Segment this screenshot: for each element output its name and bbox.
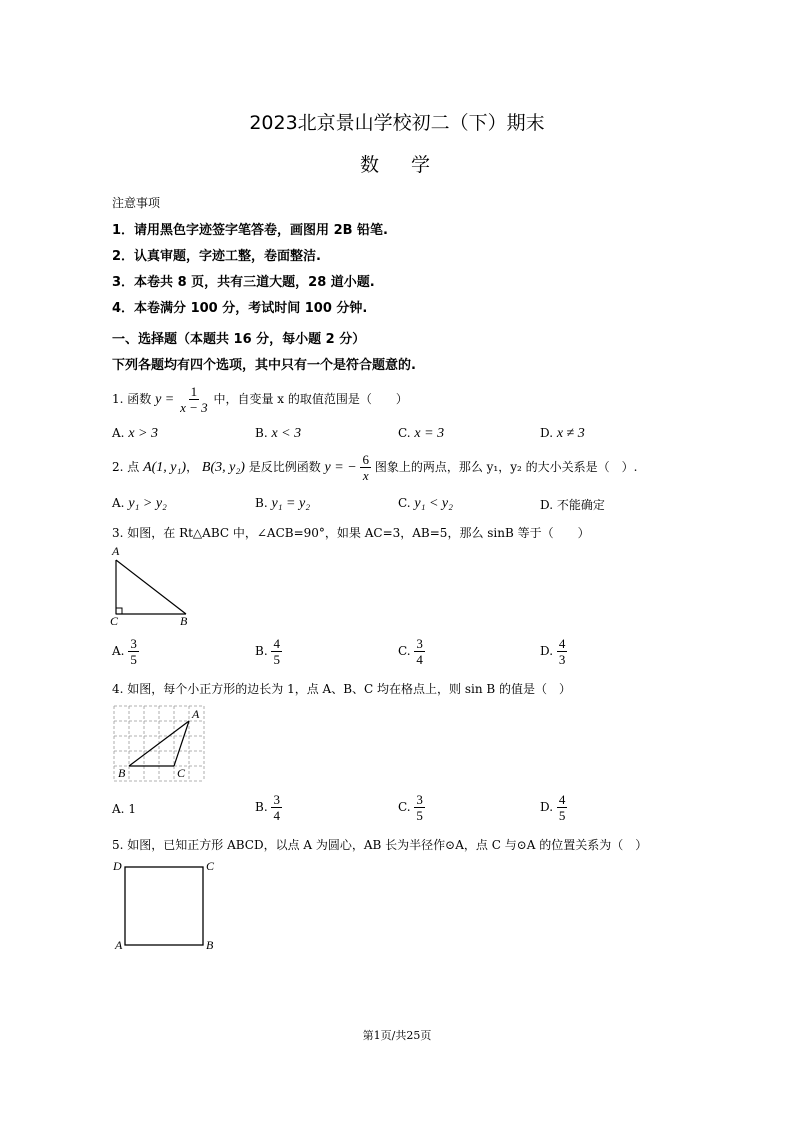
q3-triangle-figure (108, 542, 198, 630)
note-item-3: 3．本卷共 8 页，共有三道大题，28 道小题. (112, 275, 375, 290)
q2-option-d: D. 不能确定 (540, 498, 605, 512)
page-footer: 第1页/共25页 (362, 1029, 432, 1042)
q4-option-d: D. $\frac{4}{5}$ (540, 792, 566, 823)
section-heading: 一、选择题（本题共 16 分，每小题 2 分） (112, 332, 366, 347)
q5-label-b: B (206, 938, 214, 952)
note-item-1: 1．请用黑色字迹签字笔答卷，画图用 2B 铅笔. (112, 223, 388, 238)
q2-y-eq: y = − (324, 460, 357, 475)
q3-label-a: A (112, 544, 120, 558)
q1-option-c: C. x = 3 (398, 426, 445, 441)
subject-title: 数学 (359, 154, 462, 176)
q2-point-a: A(1, y₁) (143, 460, 187, 475)
q4-side-ca (174, 721, 189, 766)
note-item-4: 4．本卷满分 100 分，考试时间 100 分钟. (112, 301, 368, 316)
q2-fraction (360, 452, 371, 483)
q1-option-d: D. x ≠ 3 (540, 426, 585, 441)
q3-option-d: D. $\frac{4}{3}$ (540, 636, 566, 667)
section-instruction: 下列各题均有四个选项，其中只有一个是符合题意的. (112, 358, 416, 373)
q1-option-b: B. x < 3 (255, 426, 302, 441)
q3-option-a: A. $\frac{3}{5}$ (112, 636, 137, 667)
q4-label-c: C (177, 766, 186, 780)
q1-option-a: A. x > 3 (112, 426, 158, 441)
q4-grid-figure (110, 702, 210, 784)
q4-label-a: A (192, 707, 200, 721)
q5-label-a: A (115, 938, 123, 952)
exam-title: 2023北京景山学校初二（下）期末 (249, 112, 545, 134)
q2-frac-num: 6 (362, 452, 369, 467)
q4-label-b: B (118, 766, 126, 780)
question-5: 5. 如图，已知正方形 ABCD，以点 A 为圆心，AB 长为半径作⊙A，点 C 与⊙A 的位置关系为（ ） (112, 838, 648, 852)
q2-mid: 是反比例函数 (248, 460, 321, 474)
q1-y-eq: y = (155, 392, 175, 407)
q2-prefix: 2. 点 (112, 460, 140, 474)
q2-option-b: B. y₁ = y₂ (255, 496, 311, 511)
q3-option-b: B. $\frac{4}{5}$ (255, 636, 280, 667)
q1-frac-den: x − 3 (180, 400, 208, 415)
q5-label-c: C (206, 859, 215, 873)
question-1 (112, 384, 408, 415)
q5-label-d: D (113, 859, 122, 873)
q1-prefix: 1. 函数 (112, 392, 152, 406)
q1-suffix: 中，自变量 x 的取值范围是（ ） (213, 392, 408, 406)
q1-frac-num: 1 (190, 384, 198, 399)
q2-sep: ， (186, 460, 199, 474)
q4-option-c: C. $\frac{3}{5}$ (398, 792, 423, 823)
question-3: 3. 如图，在 Rt△ABC 中，∠ACB=90°，如果 AC=3，AB=5，那么 sinB 等于（ ） (112, 526, 590, 540)
q2-frac-den: x (362, 468, 369, 483)
question-4: 4. 如图，每个小正方形的边长为 1，点 A、B、C 均在格点上，则 sin B 的值是（ ） (112, 682, 571, 696)
q1-fraction (178, 384, 210, 415)
question-2 (112, 452, 637, 483)
q5-square-figure (110, 856, 220, 956)
q3-label-b: B (180, 614, 188, 628)
q3-option-c: C. $\frac{3}{4}$ (398, 636, 423, 667)
q4-option-b: B. $\frac{3}{4}$ (255, 792, 280, 823)
q2-option-c: C. y₁ < y₂ (398, 496, 454, 511)
q3-side-ab (116, 560, 186, 614)
q5-square-abcd (125, 867, 203, 945)
q4-option-a: A. 1 (112, 802, 136, 816)
q2-point-b: B(3, y₂) (201, 460, 245, 475)
q2-option-a: A. y₁ > y₂ (112, 496, 167, 511)
q2-suffix: 图象上的两点，那么 y₁，y₂ 的大小关系是（ ）. (374, 460, 638, 474)
q3-label-c: C (110, 614, 119, 628)
note-item-2: 2．认真审题，字迹工整，卷面整洁. (112, 249, 321, 264)
notes-heading: 注意事项 (112, 196, 161, 210)
